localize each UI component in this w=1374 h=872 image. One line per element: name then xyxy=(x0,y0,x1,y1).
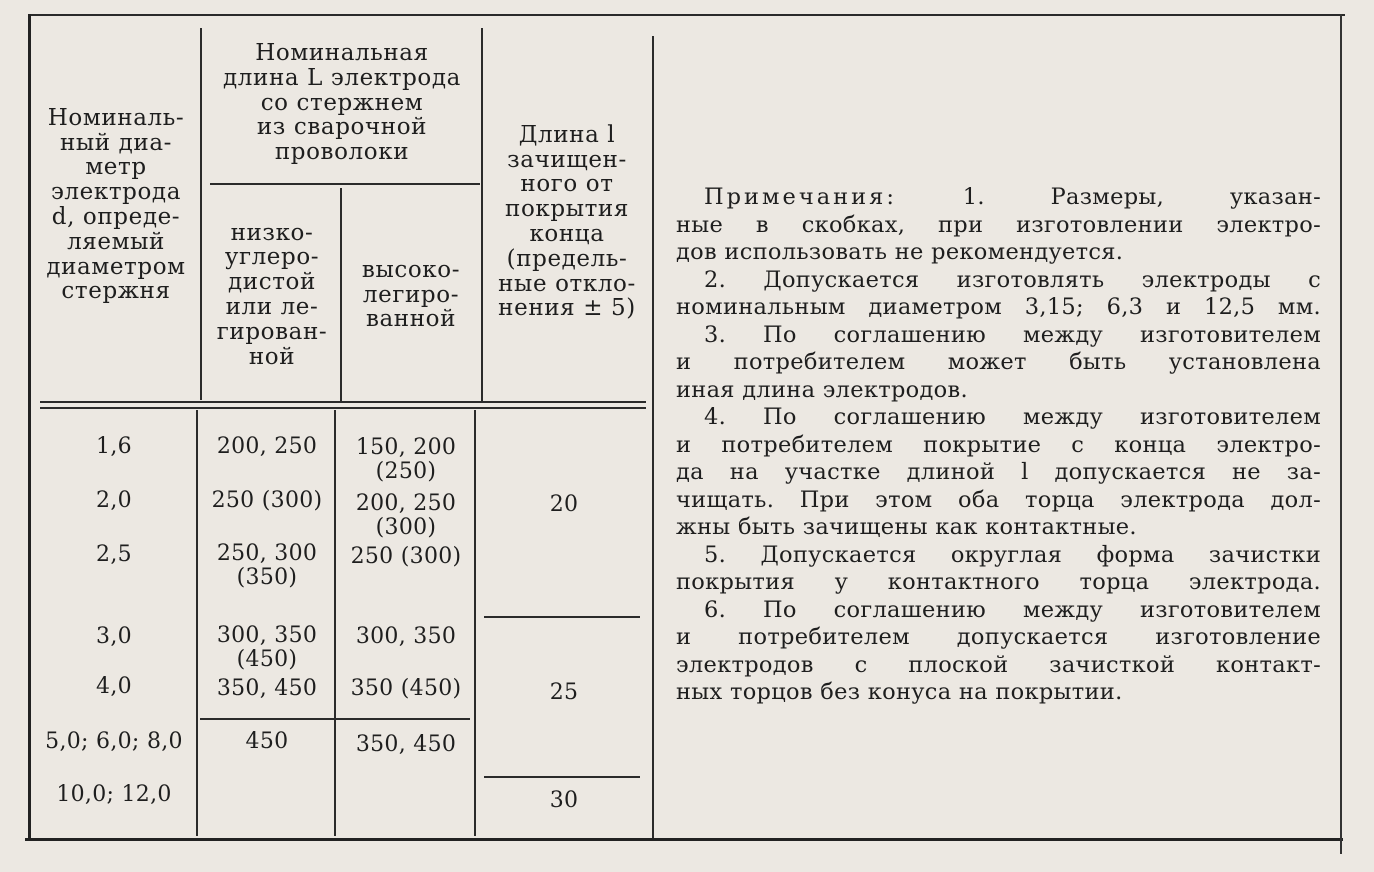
note-line: жны быть зачищены как контактные. xyxy=(676,514,1137,540)
low-alloy-cell: 300, 350 (450) xyxy=(216,623,318,672)
divider-length-header xyxy=(481,28,483,402)
low-alloy-cell: 250, 300 (350) xyxy=(216,541,318,590)
header-stripped-length: Длина l зачищен- ного от покрытия конца (предель- ные откло- нения ± 5) xyxy=(498,121,636,322)
note-1 xyxy=(676,184,1321,212)
note-line: электродов с плоской зачисткой контакт- xyxy=(676,651,1321,678)
rule-length-subheader xyxy=(210,183,480,185)
frame-left-border xyxy=(28,14,31,840)
high-alloy-cell: 200, 250 (300) xyxy=(355,491,457,540)
frame-right-border xyxy=(1340,14,1342,854)
high-alloy-cell: 350 (450) xyxy=(350,676,462,702)
note-line: 1. Размеры, указан- xyxy=(896,184,1321,210)
rule-stripped-25-30 xyxy=(484,776,640,778)
note-line: чищать. При этом оба торца электрода дол- xyxy=(676,486,1321,513)
note-line: номинальным диаметром 3,15; 6,3 и 12,5 мм. xyxy=(676,294,1321,320)
diameter-cell: 1,6 xyxy=(96,434,132,460)
low-alloy-cell: 250 (300) xyxy=(211,488,323,514)
note-3: 3. По соглашению между изготовителем xyxy=(704,321,1321,348)
note-line: иная длина электродов. xyxy=(676,376,968,403)
diameter-cell: 10,0; 12,0 xyxy=(56,782,172,808)
high-alloy-cell: 350, 450 xyxy=(355,732,457,758)
note-line: дов использовать не рекомендуется. xyxy=(676,239,1124,265)
diameter-cell: 2,5 xyxy=(96,542,132,568)
rule-stripped-20-25 xyxy=(484,616,640,618)
notes-label: Примечания: xyxy=(704,184,897,210)
diameter-cell: 3,0 xyxy=(96,624,132,650)
divider-table-notes xyxy=(652,36,654,838)
note-line: ные в скобках, при изготовлении электро- xyxy=(676,211,1321,238)
note-2: 2. Допускается изготовлять электроды с xyxy=(704,266,1321,293)
high-alloy-cell: 250 (300) xyxy=(350,544,462,570)
note-line: покрытия у контактного торца электрода. xyxy=(676,569,1321,595)
low-alloy-cell: 450 xyxy=(245,729,289,755)
note-line: и потребителем может быть установлена xyxy=(676,349,1321,375)
divider-length-body xyxy=(474,410,476,836)
stripped-length-cell: 25 xyxy=(549,680,579,706)
frame-top-border xyxy=(30,14,1345,16)
divider-diameter-body xyxy=(196,410,198,836)
diameter-cell: 5,0; 6,0; 8,0 xyxy=(45,729,183,755)
header-low-alloy: низко- углеро- дистой или ле- гирован- ной xyxy=(216,219,328,370)
note-line: да на участке длиной l допускается не за- xyxy=(676,459,1321,485)
note-line: и потребителем допускается изготовление xyxy=(676,624,1321,650)
stripped-length-cell: 20 xyxy=(549,492,579,518)
low-alloy-cell: 200, 250 xyxy=(216,434,318,460)
diameter-cell: 2,0 xyxy=(96,488,132,514)
divider-low-high-body xyxy=(334,410,336,836)
header-nominal-length: Номинальная длина L электрода со стержнем из сварочной проволоки xyxy=(223,39,461,166)
double-rule-header-body xyxy=(40,401,646,409)
header-high-alloy: высоко- легиро- ванной xyxy=(361,256,461,333)
frame-bottom-border xyxy=(25,838,1343,841)
low-alloy-cell: 350, 450 xyxy=(216,676,318,702)
notes-block xyxy=(676,184,1321,707)
note-6: 6. По соглашению между изготовителем xyxy=(704,596,1321,623)
note-4: 4. По соглашению между изготовителем xyxy=(704,404,1321,430)
header-nominal-diameter: Номиналь- ный диа- метр электрода d, опреде- ляемый диаметром стержня xyxy=(46,104,186,305)
note-line: ных торцов без конуса на покрытии. xyxy=(676,679,1123,705)
divider-diameter-header xyxy=(200,28,202,400)
high-alloy-cell: 300, 350 xyxy=(355,624,457,650)
diameter-cell: 4,0 xyxy=(96,674,132,700)
stripped-length-cell: 30 xyxy=(549,788,579,814)
note-line: и потребителем покрытие с конца электро- xyxy=(676,431,1321,458)
rule-length-rows xyxy=(200,718,470,720)
note-5: 5. Допускается округлая форма зачистки xyxy=(704,541,1321,568)
high-alloy-cell: 150, 200 (250) xyxy=(355,435,457,484)
